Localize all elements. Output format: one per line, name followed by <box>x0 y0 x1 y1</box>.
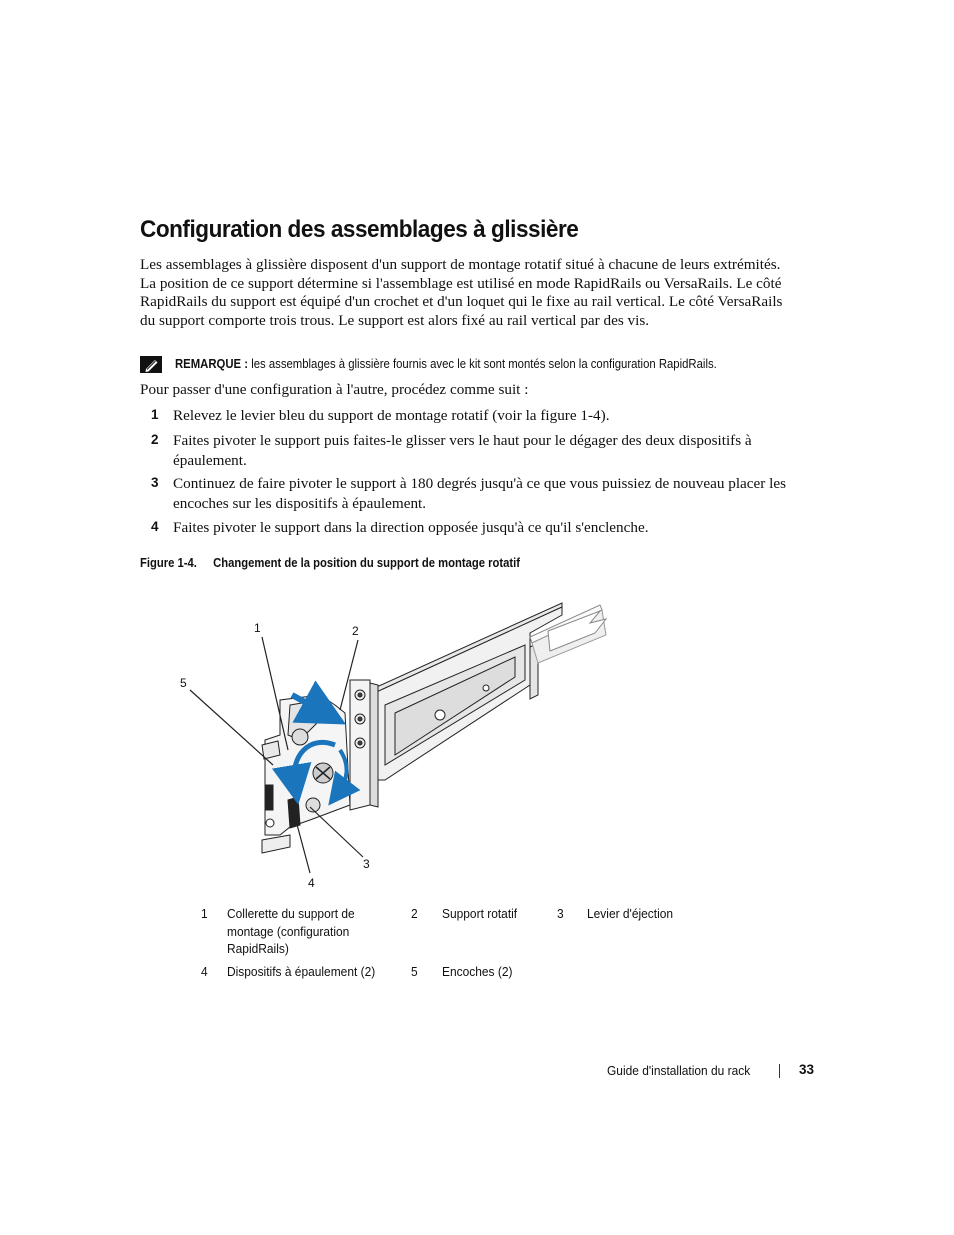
step-number: 4 <box>151 519 159 534</box>
note-pencil-icon <box>140 356 162 373</box>
legend-text: Dispositifs à épaulement (2) <box>227 964 376 979</box>
footer-divider <box>779 1064 780 1078</box>
legend-number: 4 <box>201 964 208 979</box>
footer-title: Guide d'installation du rack <box>607 1063 751 1078</box>
step-number: 3 <box>151 475 159 490</box>
figure-label: Figure 1-4. <box>140 556 197 570</box>
step-text: Faites pivoter le support dans la direction opposée jusqu'à ce qu'il s'enclenche. <box>173 519 649 536</box>
note-label: REMARQUE : <box>175 357 249 371</box>
callout-5: 5 <box>180 676 187 690</box>
step-number: 1 <box>151 407 159 422</box>
rotating-bracket <box>262 695 350 853</box>
note-block <box>140 356 800 376</box>
intro-paragraph: Les assemblages à glissière disposent d'un support de montage rotatif situé à chacune de leurs extrémités. La position de ce support détermine si l'assemblage est utilisé en mode RapidRails ou VersaRails. Le côté RapidRails du support est équipé d'un crochet et d'un loquet qui le fixe au rail vertical. Le côté VersaRails du support comporte trois trous. Le support est alors fixé au rail vertical par des vis. <box>140 256 783 330</box>
rail-bracket-illustration <box>170 595 620 895</box>
step-text: Relevez le levier bleu du support de montage rotatif (voir la figure 1-4). <box>173 407 610 424</box>
legend-text: Collerette du support de montage (configuration RapidRails) <box>227 906 355 956</box>
step-text: Faites pivoter le support puis faites-le glisser vers le haut pour le dégager des deux dispositifs à épaulement. <box>173 432 752 469</box>
mounting-flange <box>350 680 378 810</box>
legend-text: Levier d'éjection <box>587 906 674 921</box>
procedure-lead: Pour passer d'une configuration à l'autre, procédez comme suit : <box>140 381 529 398</box>
callout-1: 1 <box>254 621 261 635</box>
callout-4: 4 <box>308 876 315 890</box>
step-text: Continuez de faire pivoter le support à 180 degrés jusqu'à ce que vous puissiez de nouveau placer les encoches sur les dispositifs à épaulement. <box>173 475 786 512</box>
callout-2: 2 <box>352 624 359 638</box>
figure-caption-text: Changement de la position du support de montage rotatif <box>213 556 520 570</box>
callout-3: 3 <box>363 857 370 871</box>
rail-body <box>370 603 606 780</box>
page-number: 33 <box>799 1062 815 1077</box>
legend-number: 1 <box>201 906 208 921</box>
legend-text: Support rotatif <box>442 906 518 921</box>
legend-number: 5 <box>411 964 418 979</box>
legend-text: Encoches (2) <box>442 964 513 979</box>
note-text: les assemblages à glissière fournis avec le kit sont montés selon la configuration RapidRails. <box>248 357 717 371</box>
legend-number: 2 <box>411 906 418 921</box>
page-title: Configuration des assemblages à glissière <box>140 216 579 243</box>
legend-number: 3 <box>557 906 564 921</box>
step-number: 2 <box>151 432 159 447</box>
figure-caption <box>140 556 520 570</box>
